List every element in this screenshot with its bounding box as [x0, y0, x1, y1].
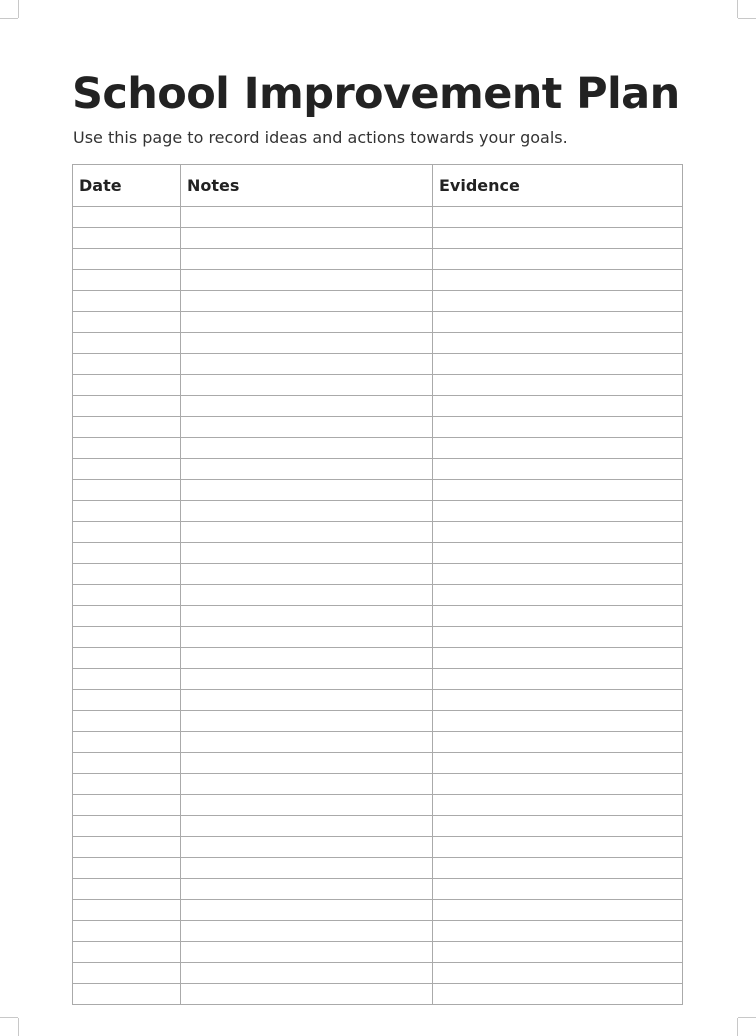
date-cell[interactable] [73, 333, 181, 354]
table-row [73, 438, 683, 459]
table-header-row [73, 165, 683, 207]
date-cell[interactable] [73, 627, 181, 648]
notes-cell[interactable] [181, 648, 433, 669]
crop-mark [737, 1018, 738, 1036]
notes-cell[interactable] [181, 480, 433, 501]
date-cell[interactable] [73, 669, 181, 690]
notes-cell[interactable] [181, 984, 433, 1005]
date-cell[interactable] [73, 921, 181, 942]
date-cell[interactable] [73, 942, 181, 963]
date-cell[interactable] [73, 417, 181, 438]
notes-cell[interactable] [181, 459, 433, 480]
date-cell[interactable] [73, 858, 181, 879]
evidence-cell[interactable] [433, 795, 683, 816]
notes-cell[interactable] [181, 354, 433, 375]
evidence-cell[interactable] [433, 900, 683, 921]
evidence-cell[interactable] [433, 879, 683, 900]
notes-cell[interactable] [181, 963, 433, 984]
table-row [73, 942, 683, 963]
date-cell[interactable] [73, 459, 181, 480]
date-cell[interactable] [73, 501, 181, 522]
table-row [73, 648, 683, 669]
table-row [73, 858, 683, 879]
table-row [73, 606, 683, 627]
evidence-cell[interactable] [433, 480, 683, 501]
evidence-cell[interactable] [433, 564, 683, 585]
date-cell[interactable] [73, 585, 181, 606]
notes-cell[interactable] [181, 270, 433, 291]
notes-cell[interactable] [181, 732, 433, 753]
notes-cell[interactable] [181, 207, 433, 228]
table-row [73, 396, 683, 417]
evidence-cell[interactable] [433, 585, 683, 606]
page-title: School Improvement Plan [72, 69, 680, 119]
date-cell[interactable] [73, 690, 181, 711]
table-row [73, 333, 683, 354]
crop-mark [738, 18, 756, 19]
column-header-evidence: Evidence [433, 165, 683, 207]
table-row [73, 375, 683, 396]
notes-cell[interactable] [181, 417, 433, 438]
evidence-cell[interactable] [433, 543, 683, 564]
date-cell[interactable] [73, 753, 181, 774]
table-row [73, 291, 683, 312]
date-cell[interactable] [73, 963, 181, 984]
crop-mark [737, 0, 738, 18]
date-cell[interactable] [73, 438, 181, 459]
table-row [73, 627, 683, 648]
notes-cell[interactable] [181, 606, 433, 627]
evidence-cell[interactable] [433, 228, 683, 249]
date-cell[interactable] [73, 480, 181, 501]
date-cell[interactable] [73, 606, 181, 627]
table-row [73, 564, 683, 585]
table-row [73, 270, 683, 291]
notes-cell[interactable] [181, 249, 433, 270]
notes-cell[interactable] [181, 627, 433, 648]
date-cell[interactable] [73, 249, 181, 270]
date-cell[interactable] [73, 837, 181, 858]
notes-cell[interactable] [181, 501, 433, 522]
evidence-cell[interactable] [433, 291, 683, 312]
date-cell[interactable] [73, 270, 181, 291]
evidence-cell[interactable] [433, 354, 683, 375]
notes-cell[interactable] [181, 375, 433, 396]
table-row [73, 963, 683, 984]
table-row [73, 984, 683, 1005]
date-cell[interactable] [73, 648, 181, 669]
date-cell[interactable] [73, 774, 181, 795]
notes-cell[interactable] [181, 879, 433, 900]
evidence-cell[interactable] [433, 501, 683, 522]
date-cell[interactable] [73, 312, 181, 333]
date-cell[interactable] [73, 564, 181, 585]
table-row [73, 837, 683, 858]
date-cell[interactable] [73, 354, 181, 375]
evidence-cell[interactable] [433, 312, 683, 333]
notes-cell[interactable] [181, 921, 433, 942]
table-row [73, 480, 683, 501]
notes-cell[interactable] [181, 816, 433, 837]
date-cell[interactable] [73, 879, 181, 900]
notes-cell[interactable] [181, 711, 433, 732]
evidence-cell[interactable] [433, 690, 683, 711]
crop-mark [738, 1017, 756, 1018]
evidence-cell[interactable] [433, 774, 683, 795]
evidence-cell[interactable] [433, 963, 683, 984]
table-row [73, 501, 683, 522]
table-row [73, 732, 683, 753]
table-row [73, 795, 683, 816]
table-row [73, 879, 683, 900]
column-header-notes: Notes [181, 165, 433, 207]
notes-cell[interactable] [181, 522, 433, 543]
table-row [73, 774, 683, 795]
date-cell[interactable] [73, 984, 181, 1005]
table-row [73, 816, 683, 837]
notes-cell[interactable] [181, 438, 433, 459]
date-cell[interactable] [73, 900, 181, 921]
evidence-cell[interactable] [433, 438, 683, 459]
date-cell[interactable] [73, 795, 181, 816]
notes-cell[interactable] [181, 312, 433, 333]
evidence-cell[interactable] [433, 270, 683, 291]
evidence-cell[interactable] [433, 459, 683, 480]
table-row [73, 228, 683, 249]
date-cell[interactable] [73, 375, 181, 396]
table-row [73, 249, 683, 270]
notes-cell[interactable] [181, 228, 433, 249]
notes-cell[interactable] [181, 585, 433, 606]
table-row [73, 543, 683, 564]
notes-cell[interactable] [181, 942, 433, 963]
date-cell[interactable] [73, 207, 181, 228]
table-row [73, 207, 683, 228]
evidence-cell[interactable] [433, 816, 683, 837]
notes-cell[interactable] [181, 291, 433, 312]
date-cell[interactable] [73, 396, 181, 417]
notes-cell[interactable] [181, 690, 433, 711]
notes-cell[interactable] [181, 795, 433, 816]
table-body [73, 207, 683, 1005]
crop-mark [18, 1018, 19, 1036]
evidence-cell[interactable] [433, 858, 683, 879]
plan-table [72, 164, 683, 1005]
table-row [73, 522, 683, 543]
crop-mark [18, 0, 19, 18]
evidence-cell[interactable] [433, 606, 683, 627]
evidence-cell[interactable] [433, 837, 683, 858]
column-header-date: Date [73, 165, 181, 207]
table-row [73, 900, 683, 921]
notes-cell[interactable] [181, 333, 433, 354]
evidence-cell[interactable] [433, 669, 683, 690]
evidence-cell[interactable] [433, 249, 683, 270]
date-cell[interactable] [73, 732, 181, 753]
date-cell[interactable] [73, 543, 181, 564]
notes-cell[interactable] [181, 669, 433, 690]
evidence-cell[interactable] [433, 396, 683, 417]
date-cell[interactable] [73, 522, 181, 543]
evidence-cell[interactable] [433, 375, 683, 396]
evidence-cell[interactable] [433, 711, 683, 732]
date-cell[interactable] [73, 291, 181, 312]
evidence-cell[interactable] [433, 207, 683, 228]
notes-cell[interactable] [181, 900, 433, 921]
table-row [73, 921, 683, 942]
notes-cell[interactable] [181, 837, 433, 858]
table-row [73, 690, 683, 711]
table-row [73, 669, 683, 690]
notes-cell[interactable] [181, 396, 433, 417]
evidence-cell[interactable] [433, 921, 683, 942]
table-row [73, 417, 683, 438]
evidence-cell[interactable] [433, 627, 683, 648]
date-cell[interactable] [73, 816, 181, 837]
table-row [73, 354, 683, 375]
date-cell[interactable] [73, 711, 181, 732]
date-cell[interactable] [73, 228, 181, 249]
evidence-cell[interactable] [433, 942, 683, 963]
page-subtitle: Use this page to record ideas and actions towards your goals. [73, 128, 568, 147]
table-row [73, 753, 683, 774]
crop-mark [0, 18, 18, 19]
notes-cell[interactable] [181, 753, 433, 774]
table-row [73, 312, 683, 333]
evidence-cell[interactable] [433, 333, 683, 354]
notes-cell[interactable] [181, 543, 433, 564]
evidence-cell[interactable] [433, 984, 683, 1005]
table-row [73, 585, 683, 606]
evidence-cell[interactable] [433, 648, 683, 669]
notes-cell[interactable] [181, 564, 433, 585]
crop-mark [0, 1017, 18, 1018]
table-row [73, 711, 683, 732]
evidence-cell[interactable] [433, 753, 683, 774]
evidence-cell[interactable] [433, 522, 683, 543]
notes-cell[interactable] [181, 774, 433, 795]
evidence-cell[interactable] [433, 417, 683, 438]
notes-cell[interactable] [181, 858, 433, 879]
evidence-cell[interactable] [433, 732, 683, 753]
table-row [73, 459, 683, 480]
